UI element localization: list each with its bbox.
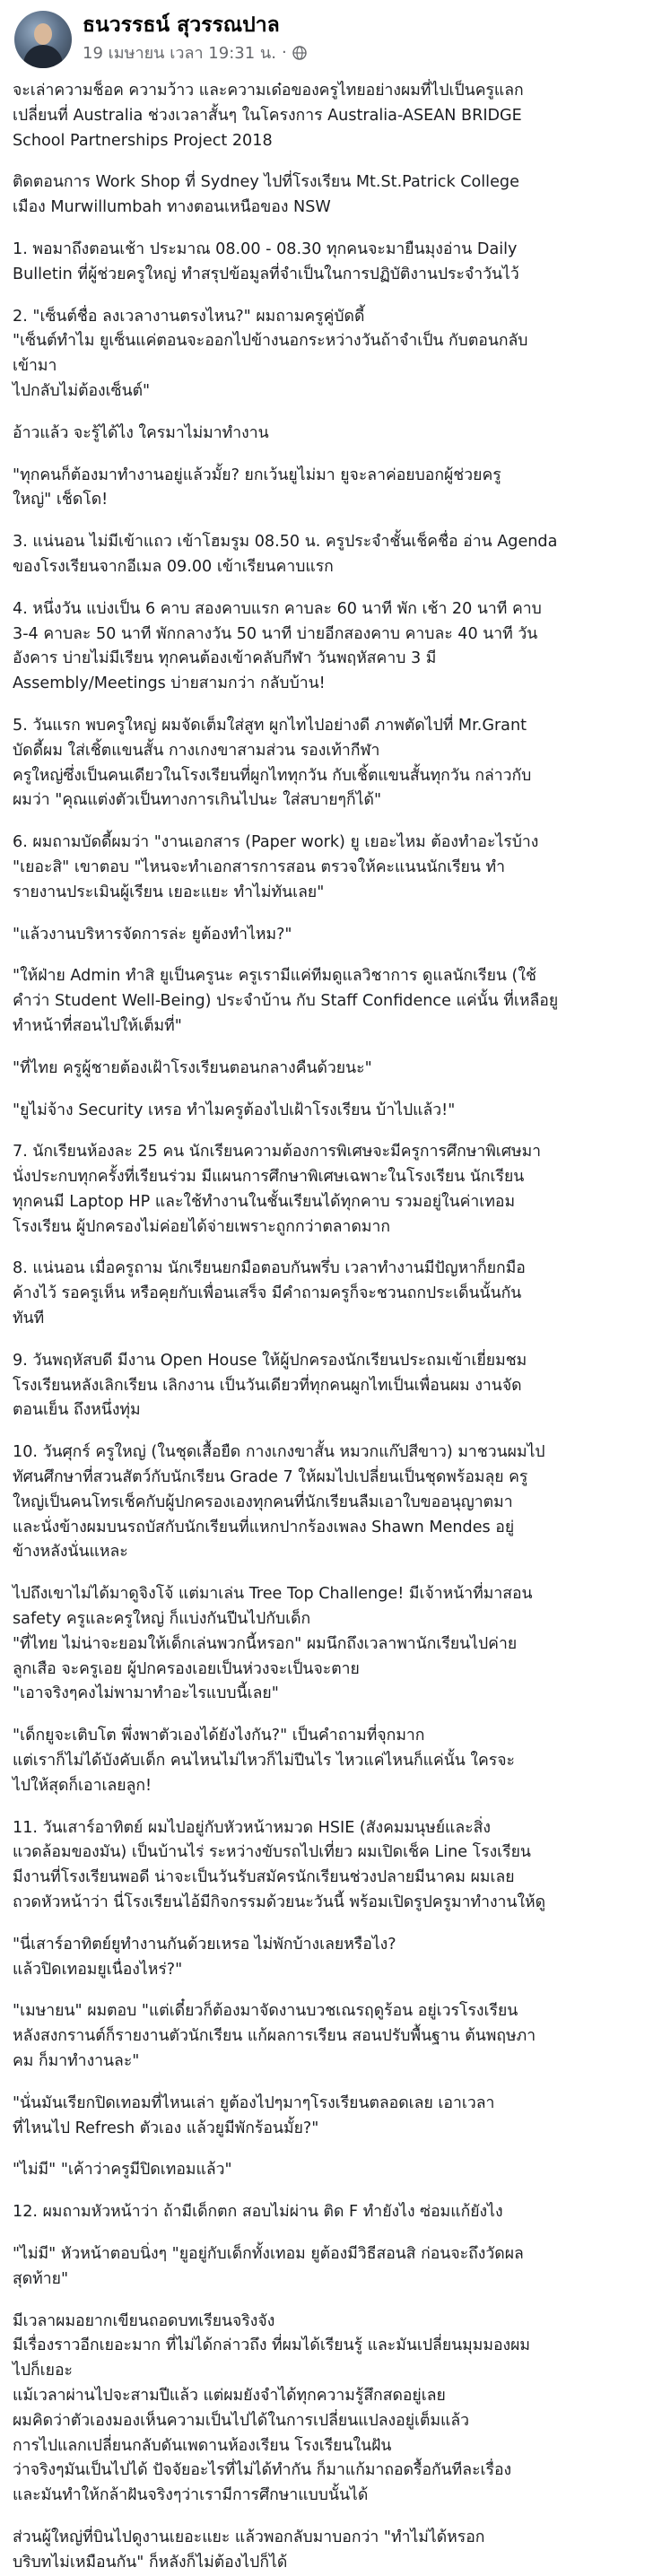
post-paragraph: "ให้ฝ่าย Admin ทำสิ ยูเป็นครูนะ ครูเรามีแค่ทีมดูแลวิชาการ ดูแลนักเรียน (ใช้ คำว่า Student Well-Being) ประจำบ้าน กับ Staff Confidence แค่นั้น ที่เหลือยู ทำหน้าที่สอนไปให้เต็มที่" <box>13 967 559 1035</box>
post-header <box>0 0 662 74</box>
post-body <box>0 74 662 2576</box>
post-paragraph: 12. ผมถามหัวหน้าว่า ถ้ามีเด็กตก สอบไม่ผ่าน ติด F ทำยังไง ซ่อมแก้ยังไง <box>13 2203 503 2222</box>
post-paragraph: "ไม่มี" หัวหน้าตอบนิ่งๆ "ยูอยู่กับเด็กทั้งเทอม ยูต้องมีวิธีสอนสิ ก่อนจะถึงวัดผล สุดท้าย" <box>13 2244 524 2288</box>
post-paragraph: "ไม่มี" "เค้าว่าครูมีปิดเทอมแล้ว" <box>13 2161 232 2180</box>
post-timestamp[interactable]: 19 เมษายน เวลา 19:31 น. <box>83 44 276 63</box>
post-paragraph: 3. แน่นอน ไม่มีเข้าแถว เข้าโฮมรูม 08.50 น. ครูประจำชั้นเช็คชื่อ อ่าน Agenda ของโรงเรียนจากอีเมล 09.00 เข้าเรียนคาบแรก <box>13 533 558 576</box>
post-paragraph: 4. หนึ่งวัน แบ่งเป็น 6 คาบ สองคาบแรก คาบละ 60 นาที พัก เช้า 20 นาที คาบ 3-4 คาบละ 50 นาที พักกลางวัน 50 นาที บ่ายอีกสองคาบ คาบละ 40 นาที วัน อังคาร บ่ายไม่มีเรียน ทุกคนต้องเข้าคลับกีฬา วันพฤหัสคาบ 3 มี Assembly/Meetings บ่ายสามกว่า กลับบ้าน! <box>13 599 542 693</box>
post-paragraph: "นี่เสาร์อาทิตย์ยูทำงานกันด้วยเหรอ ไม่พักบ้างเลยหรือไง? แล้วปิดเทอมยูเนื่องไหร่?" <box>13 1935 396 1979</box>
post-paragraph: "ยูไม่จ้าง Security เหรอ ทำไมครูต้องไปเฝ้าโรงเรียน บ้าไปแล้ว!" <box>13 1101 456 1119</box>
post-paragraph: 7. นักเรียนห้องละ 25 คน นักเรียนความต้องการพิเศษจะมีครูการศึกษาพิเศษมา นั่งประกบทุกครั้งที่เรียนร่วม มีแผนการศึกษาพิเศษเฉพาะในโรงเรียน นักเรียน ทุกคนมี Laptop HP และใช้ทำงานในชั้นเรียนได้ทุกคาบ รวมอยู่ในค่าเทอม โรงเรียน ผู้ปกครองไม่ค่อยได้จ่ายเพราะถูกกว่าตลาดมาก <box>13 1143 542 1236</box>
post-paragraph: 1. พอมาถึงตอนเช้า ประมาณ 08.00 - 08.30 ทุกคนจะมายืนมุงอ่าน Daily Bulletin ที่ผู้ช่วยครูใหญ่ ทำสรุปข้อมูลที่จำเป็นในการปฏิบัติงานประจำวันไว้ <box>13 239 519 283</box>
author-name[interactable]: ธนวรรธน์ สุวรรณปาล <box>83 13 280 37</box>
post-meta <box>83 39 307 65</box>
post-paragraph: มีเวลาผมอยากเขียนถอดบทเรียนจริงจัง มีเรื่องราวอีกเยอะมาก ที่ไม่ได้กล่าวถึง ที่ผมได้เรียนรู้ และมันเปลี่ยนมุมมองผม ไปก็เยอะ แม้เวลาผ่านไปจะสามปีแล้ว แต่ผมยังจำได้ทุกความรู้สึกสดอยู่เลย ผมคิดว่าตัวเองมองเห็นความเป็นไปได้ในการเปลี่ยนแปลงอยู่เต็มแล้ว การไปแลกเปลี่ยนกลับดันเพดานห้องเรียน โรงเรียนในฝัน ว่าจริงๆมันเป็นไปได้ ปัจจัยอะไรที่ไม่ได้ทำกัน ก็มาแก้มาถอดรื้อกันทีละเรื่อง และมันทำให้กล้าฝันจริงๆว่าเรามีการศึกษาแบบนั้นได้ <box>13 2311 531 2505</box>
avatar-body <box>23 45 63 68</box>
post-paragraph: 2. "เซ็นต์ชื่อ ลงเวลางานตรงไหน?" ผมถามครูคู่บัดดี้ "เซ็นต์ทำไม ยูเซ็นแค่ตอนจะออกไปข้างนอกระหว่างวันถ้าจำเป็น กับตอนกลับ เข้ามา ไปกลับไม่ต้องเซ็นต์" <box>13 307 528 400</box>
post-paragraph: "นั่นมันเรียกปิดเทอมที่ไหนเล่า ยูต้องไปๆมาๆโรงเรียนตลอดเลย เอาเวลา ที่ไหนไป Refresh ตัวเอง แล้วยูมีพักร้อนมั้ย?" <box>13 2093 495 2137</box>
avatar[interactable] <box>14 11 72 68</box>
avatar-face <box>34 23 52 45</box>
post-paragraph: อ้าวแล้ว จะรู้ได้ไง ใครมาไม่มาทำงาน <box>13 423 269 442</box>
post-paragraph: 10. วันศุกร์ ครูใหญ่ (ในชุดเสื้อยืด กางเกงขาสั้น หมวกแก๊ปสีขาว) มาชวนผมไป ทัศนศึกษาที่สวนสัตว์กับนักเรียน Grade 7 ให้ผมไปเปลี่ยนเป็นชุดพร้อมลุย ครู ใหญ่เป็นคนโทรเช็คกับผู้ปกครองเองทุกคนที่นักเรียนลืมเอาใบขออนุญาตมา และนั่งข้างผมบนรถบัสกับนักเรียนที่แหกปากร้องเพลง Shawn Mendes อยู่ ข้างหลังนั่นแหละ <box>13 1443 545 1562</box>
post-paragraph: จะเล่าความช็อค ความว้าว และความเด๋อของครูไทยอย่างผมที่ไปเป็นครูแลก เปลี่ยนที่ Australia ช่วงเวลาสั้นๆ ในโครงการ Australia-ASEAN BRIDGE School Partnerships Project 2018 <box>13 82 524 150</box>
post-paragraph: 5. วันแรก พบครูใหญ่ ผมจัดเต็มใส่สูท ผูกไทไปอย่างดี ภาพตัดไปที่ Mr.Grant บัดดี้ผม ใส่เชิ้ตแขนสั้น กางเกงขาสามส่วน รองเท้ากีฬา ครูใหญ่ซึ่งเป็นคนเดียวในโรงเรียนที่ผูกไททุกวัน กับเชิ้ตแขนสั้นทุกวัน กล่าวกับ ผมว่า "คุณแต่งตัวเป็นทางการเกินไปนะ ใส่สบายๆก็ได้" <box>13 716 532 810</box>
post-paragraph: ส่วนผู้ใหญ่ที่บินไปดูงานเยอะแยะ แล้วพอกลับมาบอกว่า "ทำไม่ได้หรอก บริบทไม่เหมือนกัน" ก็หลังก็ไม่ต้องไปก็ได้ <box>13 2528 485 2572</box>
post-paragraph: "เด็กยูจะเติบโต พึ่งพาตัวเองได้ยังไงกัน?" เป็นคำถามที่จุกมาก แต่เราก็ไม่ได้บังคับเด็ก คนไหนไม่ไหวก็ไม่ปีนไร ไหวแค่ไหนก็แค่นั้น ใครจะ ไปให้สุดก็เอาเลยลูก! <box>13 1727 515 1795</box>
post-paragraph: "แล้วงานบริหารจัดการล่ะ ยูต้องทำไหม?" <box>13 925 292 944</box>
post-paragraph: 6. ผมถามบัดดี้ผมว่า "งานเอกสาร (Paper work) ยู เยอะไหม ต้องทำอะไรบ้าง "เยอะสิ" เขาตอบ "ไหนจะทำเอกสารการสอน ตรวจให้คะแนนนักเรียน ทำ รายงานประเมินผู้เรียน เยอะแยะ ทำไม่ทันเลย" <box>13 833 539 901</box>
post-paragraph: 8. แน่นอน เมื่อครูถาม นักเรียนยกมือตอบกันพรึ่บ เวลาทำงานมีปัญหาก็ยกมือ ค้างไว้ รอครูเห็น หรือคุยกับเพื่อนเสร็จ มีคำถามครูก็จะชวนถกประเด็นนั้นกัน ทันที <box>13 1259 526 1328</box>
globe-icon[interactable] <box>292 46 307 60</box>
post-paragraph: 11. วันเสาร์อาทิตย์ ผมไปอยู่กับหัวหน้าหมวด HSIE (สังคมมนุษย์และสิ่ง แวดล้อมของมัน) เป็นบ้านไร่ ระหว่างขับรถไปเที่ยว ผมเปิดเช็ค Line โรงเรียน มีงานที่โรงเรียนพอดี น่าจะเป็นวันรับสมัครนักเรียนช่วงปลายมีนาคม ผมเลย ถวดหัวหน้าว่า นี่โรงเรียนไอ้มีกิจกรรมด้วยนะวันนี้ พร้อมเปิดรูปครูมาทำงานให้ดู <box>13 1818 546 1912</box>
post-paragraph: 9. วันพฤหัสบดี มีงาน Open House ให้ผู้ปกครองนักเรียนประถมเข้าเยี่ยมชม โรงเรียนหลังเลิกเรียน เลิกงาน เป็นวันเดียวที่ทุกคนผูกไทเป็นเพื่อนผม งานจัด ตอนเย็น ถึงหนึ่งทุ่ม <box>13 1351 527 1420</box>
post-paragraph: ไปถึงเขาไม่ได้มาดูจิงโจ้ แต่มาเล่น Tree Top Challenge! มีเจ้าหน้าที่มาสอน safety ครูและครูใหญ่ ก็แบ่งกันปีนไปกับเด็ก "ที่ไทย ไม่น่าจะยอมให้เด็กเล่นพวกนี้หรอก" ผมนึกถึงเวลาพานักเรียนไปค่าย ลูกเสือ จะครูเอย ผู้ปกครองเอยเป็นห่วงจะเป็นจะตาย "เอาจริงๆคงไม่พามาทำอะไรแบบนี้เลย" <box>13 1585 533 1703</box>
post-paragraph: "ทุกคนก็ต้องมาทำงานอยู่แล้วมั้ย? ยกเว้นยูไม่มา ยูจะลาค่อยบอกผู้ช่วยครู ใหญ่" เช็ดโด! <box>13 466 501 509</box>
post-paragraph: "ที่ไทย ครูผู้ชายต้องเฝ้าโรงเรียนตอนกลางคืนด้วยนะ" <box>13 1058 372 1077</box>
post-paragraph: ติดตอนการ Work Shop ที่ Sydney ไปที่โรงเรียน Mt.St.Patrick College เมือง Murwillumbah ทางตอนเหนือของ NSW <box>13 173 519 217</box>
meta-separator: · <box>281 43 287 62</box>
post-paragraph: "เมษายน" ผมตอบ "แต่เดี๋ยวก็ต้องมาจัดงานบวชเณรฤดูร้อน อยู่เวรโรงเรียน หลังสงกรานต์ก็รายงานตัวนักเรียน แก้ผลการเรียน สอนปรับพื้นฐาน ต้นพฤษภา คม ก็มาทำงานละ" <box>13 2002 536 2070</box>
